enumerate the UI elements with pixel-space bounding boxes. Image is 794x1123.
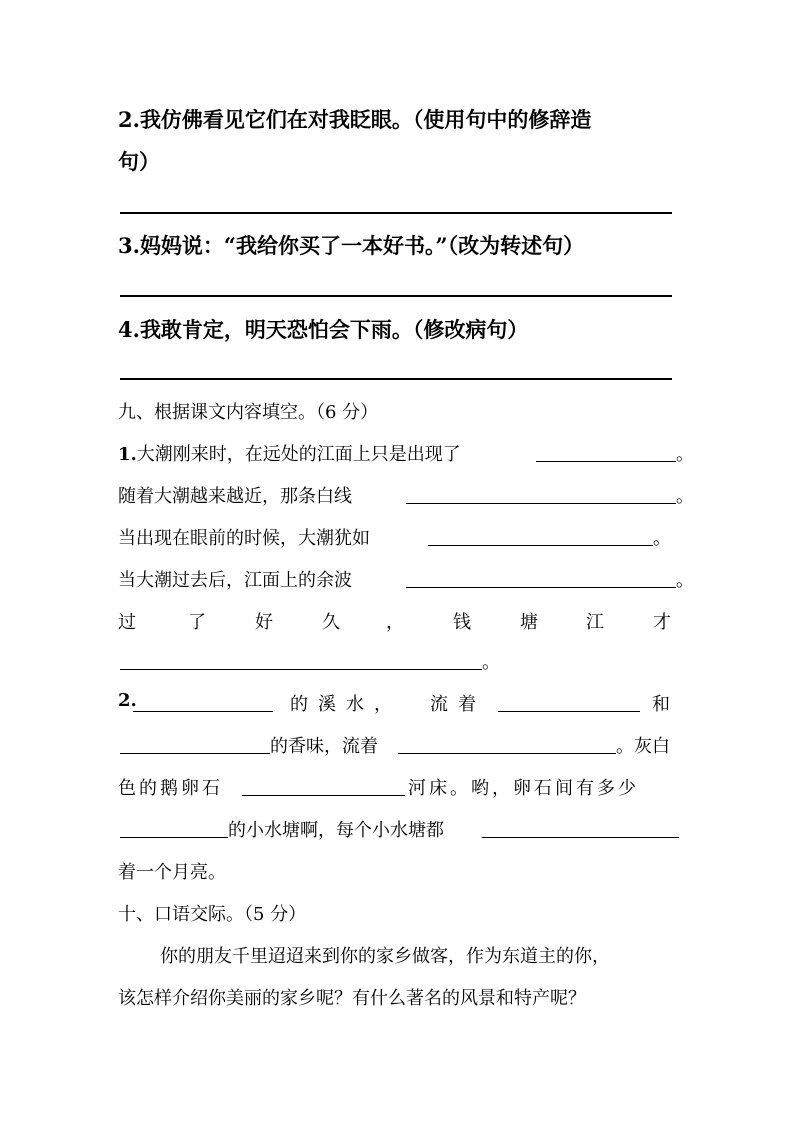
section-10-heading: 十、口语交际。（5 分）	[118, 904, 307, 925]
question-9-1-line3: 当出现在眼前的时候，大潮犹如	[118, 528, 370, 549]
period: 。	[676, 570, 694, 591]
answer-line-8-4[interactable]	[120, 378, 672, 380]
fill-text: 的小水塘啊，每个小水塘都	[228, 820, 444, 841]
period: 。	[676, 444, 694, 465]
blank-9-2-3[interactable]	[120, 753, 270, 754]
blank-9-2-5[interactable]	[242, 795, 405, 796]
blank-9-2-1[interactable]	[133, 711, 273, 712]
question-8-4	[118, 314, 528, 344]
blank-9-2-2[interactable]	[498, 711, 640, 712]
period: 。	[676, 486, 694, 507]
question-8-2	[118, 104, 591, 134]
blank-9-1-3[interactable]	[428, 545, 653, 546]
period: 。	[482, 652, 500, 673]
fill-text: 河床。哟，卵石间有多少	[408, 778, 639, 799]
fill-text: 大潮刚来时，在远处的江面上只是出现了	[136, 444, 461, 465]
answer-line-8-3[interactable]	[120, 295, 672, 297]
fill-text: 的香味，流着	[270, 736, 378, 757]
question-number: 4.	[118, 317, 140, 342]
blank-9-1-4[interactable]	[406, 587, 676, 588]
question-number: 3.	[118, 233, 140, 258]
question-9-1-line5-char: 了	[188, 612, 206, 633]
question-9-1-line5-char: 才	[653, 612, 671, 633]
question-9-1-line5-char: 久	[322, 612, 340, 633]
blank-9-2-7[interactable]	[482, 837, 679, 838]
question-number: 2.	[118, 690, 137, 711]
question-text: 我仿佛看见它们在对我眨眼。（使用句中的修辞造	[139, 107, 592, 132]
question-9-1-line5-char: ，	[386, 612, 404, 633]
period: 。	[653, 528, 671, 549]
question-9-1-line5-char: 钱	[453, 612, 471, 633]
answer-line-8-2[interactable]	[120, 212, 672, 214]
question-9-1-line2: 随着大潮越来越近，那条白线	[118, 486, 352, 507]
fill-text: 和	[652, 694, 670, 715]
question-text: 我敢肯定，明天恐怕会下雨。（修改病句）	[139, 317, 529, 342]
paragraph-line: 你的朋友千里迢迢来到你的家乡做客，作为东道主的你，	[160, 946, 610, 967]
blank-9-2-4[interactable]	[398, 753, 616, 754]
blank-9-1-5[interactable]	[120, 669, 482, 670]
fill-text: 。灰白	[616, 736, 670, 757]
question-number: 2.	[118, 107, 140, 132]
fill-text: 色的鹅卵石	[118, 778, 223, 799]
question-text: 妈妈说：“我给你买了一本好书。”（改为转述句）	[139, 233, 585, 258]
paragraph-line: 该怎样介绍你美丽的家乡呢？有什么著名的风景和特产呢？	[118, 988, 586, 1009]
question-8-2-continued: 句）	[118, 149, 160, 174]
fill-text: 流着	[430, 694, 486, 715]
question-9-1-line5-char: 塘	[520, 612, 538, 633]
question-9-1-line5-char: 江	[586, 612, 604, 633]
question-number: 1.	[118, 444, 137, 465]
section-9-heading: 九、根据课文内容填空。（6 分）	[118, 402, 379, 423]
blank-9-1-1[interactable]	[536, 461, 676, 462]
blank-9-1-2[interactable]	[406, 503, 676, 504]
blank-9-2-6[interactable]	[120, 837, 228, 838]
fill-text: 的溪水，	[290, 694, 402, 715]
question-9-1-line1	[118, 440, 461, 466]
fill-text: 着一个月亮。	[118, 862, 226, 883]
question-9-1-line4: 当大潮过去后，江面上的余波	[118, 570, 352, 591]
question-9-1-line5-char: 过	[118, 612, 136, 633]
question-8-3	[118, 230, 584, 260]
question-9-1-line5-char: 好	[255, 612, 273, 633]
